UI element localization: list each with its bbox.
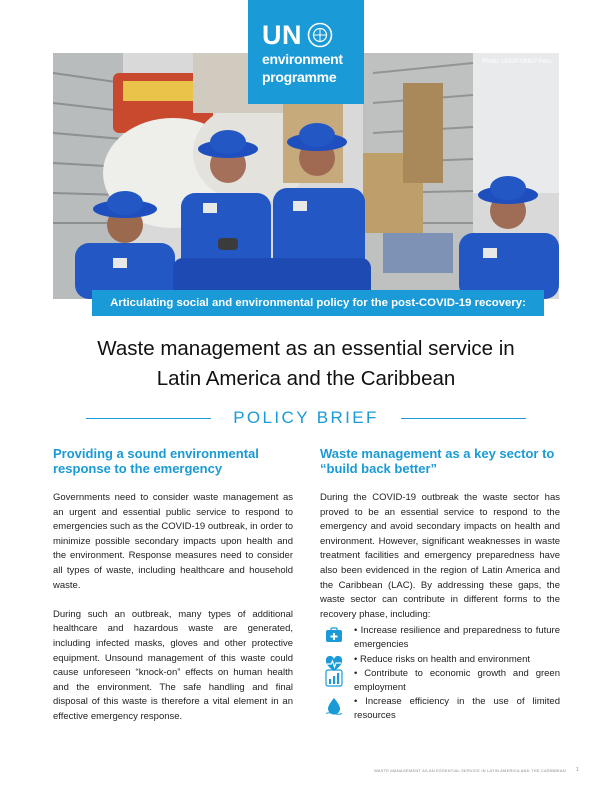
bullet-text: • Reduce risks on health and environment (354, 653, 531, 665)
logo-line-programme: programme (262, 69, 337, 85)
un-emblem-icon (307, 22, 333, 48)
page-title (40, 334, 572, 394)
photo-credit: Photo: UNDP-UNEP Peru. (482, 59, 553, 65)
divider-left (86, 418, 211, 419)
left-heading: Providing a sound environmental response to the emergency (53, 446, 259, 476)
un-environment-logo (248, 0, 364, 104)
title-line-1: Waste management as an essential service in (97, 337, 515, 360)
running-footer: WASTE MANAGEMENT AS AN ESSENTIAL SERVICE IN LATIN AMERICA AND THE CARIBBEAN (374, 768, 566, 773)
left-paragraph-2: During such an outbreak, many types of additional healthcare and hazardous waste are generated, including infected masks, gloves and other protective equipment. Unsound management of this waste could cause unforeseen “knock-on” effects on human health and the environment. The safe handling and final disposal of this waste is therefore a vital element in an effective emergency response. (53, 608, 293, 722)
left-column (53, 446, 293, 725)
economy-icon (325, 669, 343, 687)
logo-line-environment: environment (262, 51, 343, 67)
first-aid-icon (325, 626, 343, 644)
bullet-text: • Increase resilience and preparedness to future emergencies (354, 625, 560, 650)
policy-brief-label-row (86, 407, 526, 429)
right-column (320, 446, 560, 724)
bullet-text: • Increase efficiency in the use of limited resources (354, 696, 560, 721)
bullet-text: • Contribute to economic growth and green employment (354, 668, 560, 693)
list-item (320, 695, 560, 722)
left-paragraph-1: Governments need to consider waste management as an urgent and essential public service to respond to emergencies such as the COVID-19 outbreak, in order to minimize possible secondary impacts upon health and the environment. Response measures need to consider all types of waste, including healthcare and household waste. (53, 492, 293, 591)
right-paragraph-1: During the COVID-19 outbreak the waste sector has proved to be an essential service to respond to the emergency and avoid secondary impacts on health and environment. However, significant weaknesses in waste treatment facilities and emergency preparedness have also been evidenced in the region of Latin America and the Caribbean (LAC). By addressing these gaps, the waste sector can contribute in different forms to the recovery phase, including: (320, 492, 560, 620)
right-heading: Waste management as a key sector to “build back better” (320, 446, 555, 476)
page-number: 1 (576, 767, 579, 773)
policy-brief-label: POLICY BRIEF (233, 408, 379, 427)
subtitle-banner: Articulating social and environmental policy for the post-COVID-19 recovery: (92, 290, 544, 316)
divider-right (401, 418, 526, 419)
logo-un-text: UN (262, 20, 302, 50)
list-item (320, 667, 560, 694)
benefits-list (320, 624, 560, 722)
water-drop-icon (325, 697, 343, 715)
list-item (320, 653, 560, 667)
title-line-2: Latin America and the Caribbean (156, 367, 456, 390)
list-item (320, 624, 560, 651)
